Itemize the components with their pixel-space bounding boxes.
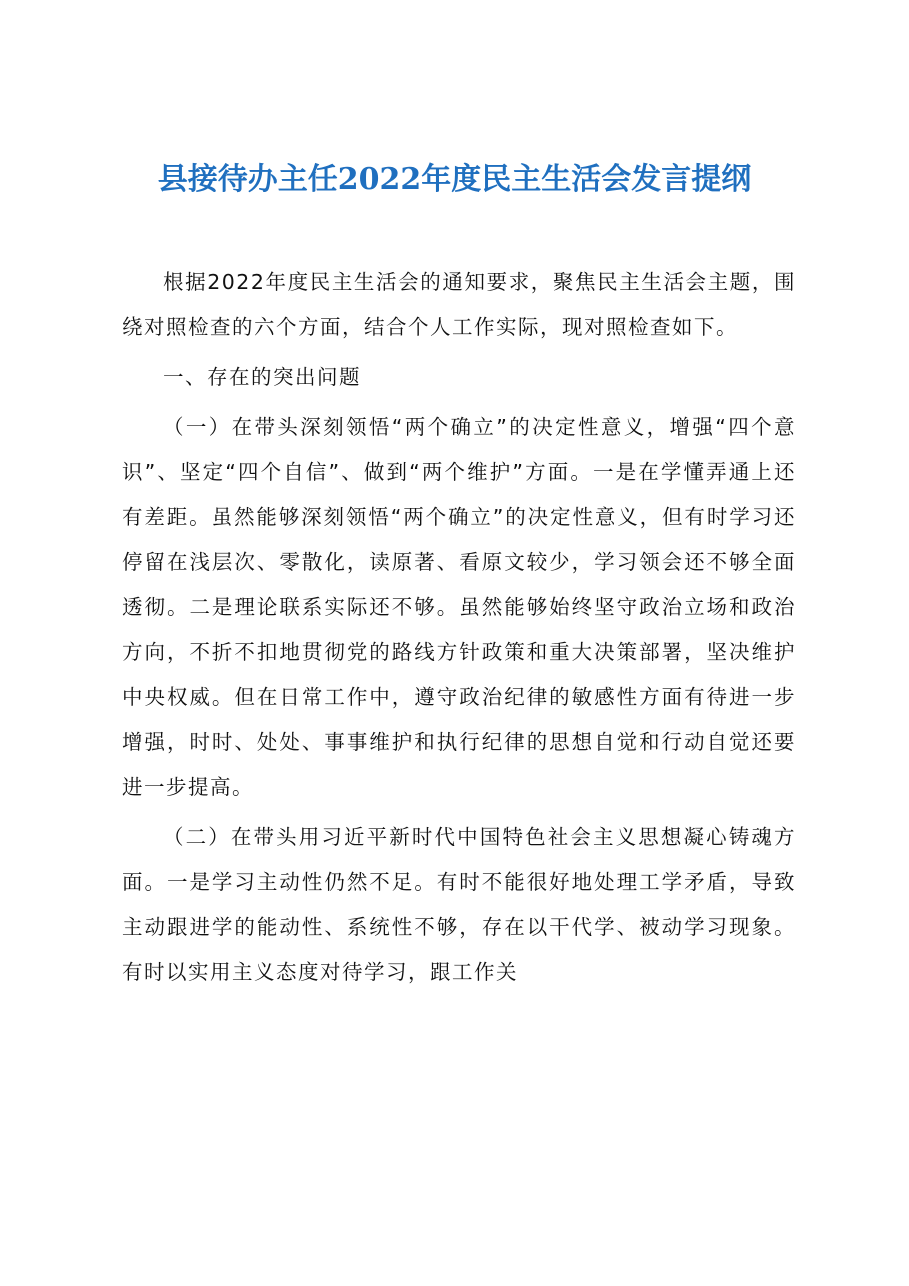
document-title: 县接待办主任2022年度民主生活会发言提纲 <box>157 162 752 197</box>
point-one-paragraph: （一）在带头深刻领悟“两个确立”的决定性意义，增强“四个意识”、坚定“四个自信”、做到“两个维护”方面。一是在学懂弄通上还有差距。虽然能够深刻领悟“两个确立”的决定性意义，但有时学习还停留在浅层次、零散化，读原著、看原文较少，学习领会还不够全面透彻。二是理论联系实际还不够。虽然能够始终坚守政治立场和政治方向，不折不扣地贯彻党的路线方针政策和重大决策部署，坚决维护中央权威。但在日常工作中，遵守政治纪律的敏感性方面有待进一步增强，时时、处处、事事维护和执行纪律的思想自觉和行动自觉还要进一步提高。 <box>122 415 796 799</box>
document-body <box>122 260 796 1000</box>
section-heading: 一、存在的突出问题 <box>163 365 361 389</box>
point-two-paragraph: （二）在带头用习近平新时代中国特色社会主义思想凝心铸魂方面。一是学习主动性仍然不足。有时不能很好地处理工学矛盾，导致主动跟进学的能动性、系统性不够，存在以干代学、被动学习现象。有时以实用主义态度对待学习，跟工作关 <box>122 825 796 984</box>
intro-paragraph: 根据2022年度民主生活会的通知要求，聚焦民主生活会主题，围绕对照检查的六个方面，结合个人工作实际，现对照检查如下。 <box>122 270 796 339</box>
